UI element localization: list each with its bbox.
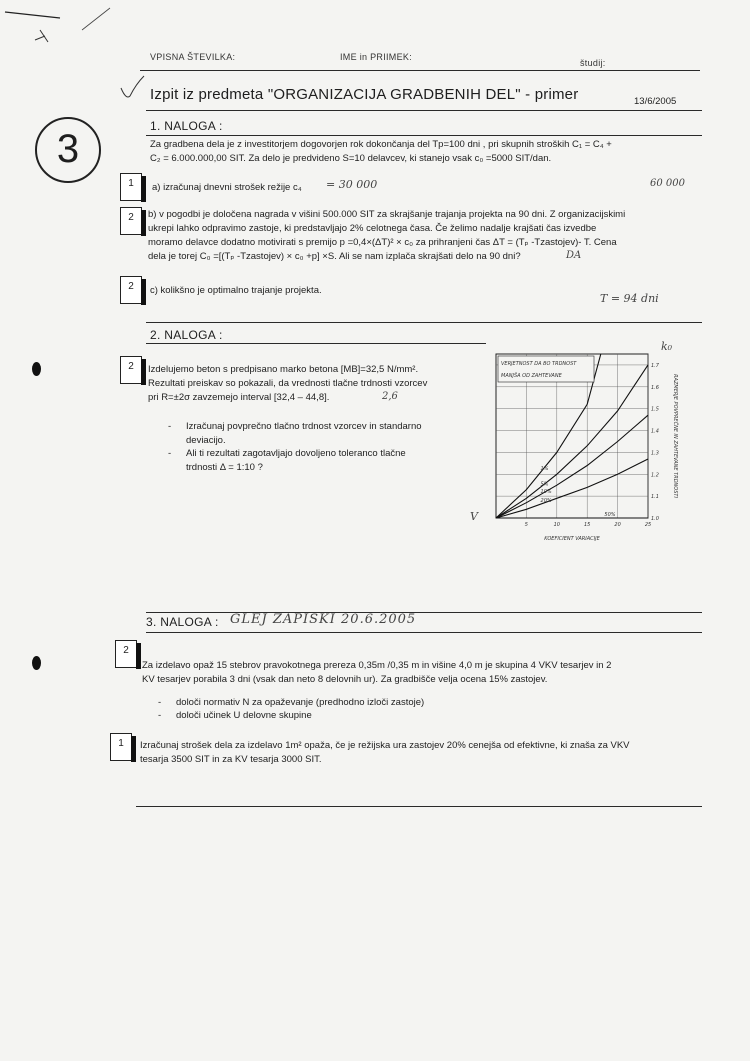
chart-series-label: 10% bbox=[540, 489, 552, 496]
chart-x-tick-label: 15 bbox=[584, 522, 591, 528]
title-rule bbox=[146, 110, 702, 111]
task1-b-handwritten: DA bbox=[566, 250, 582, 261]
chart-y-tick-label: 1.3 bbox=[651, 450, 659, 457]
task3-p1-bullet1: določi normativ N za opaževanje (predhodno izloči zastoje) bbox=[176, 697, 425, 708]
task2-bullet2-mark: - bbox=[168, 448, 172, 459]
task2-bullet1-line2: deviacijo. bbox=[186, 435, 226, 446]
task1-b-line2: ukrepi lahko odpravimo zastoje, ki predstavljajo 2% celotnega časa. Če želimo nadalje krajšati čas izvedbe bbox=[148, 223, 597, 234]
task3-title: 3. NALOGA : bbox=[146, 615, 219, 629]
task2-line3-handwritten: 2,6 bbox=[382, 391, 398, 402]
chart-series-label: 1% bbox=[540, 466, 549, 473]
chart-y-tick-label: 1.2 bbox=[651, 472, 659, 479]
task1-a-points: 1 bbox=[120, 173, 142, 201]
chart-x-tick-label: 25 bbox=[644, 522, 652, 528]
corner-scribble-svg bbox=[0, 0, 120, 60]
strength-chart bbox=[478, 340, 694, 550]
task1-intro-line2: C₂ = 6.000.000,00 SIT. Za delo je predvideno S=10 delavcev, ki stanejo vsak c₀ =5000 SIT/dan. bbox=[150, 153, 552, 164]
chart-y-tick-label: 1.0 bbox=[651, 516, 659, 522]
task2-line1: Izdelujemo beton s predpisano marko betona [MB]=32,5 N/mm². bbox=[148, 364, 419, 375]
task1-c-points: 2 bbox=[120, 276, 142, 304]
task2-bullet1-mark: - bbox=[168, 421, 172, 432]
corner-scribble bbox=[0, 0, 120, 60]
chart-y-tick-label: 1.1 bbox=[651, 494, 659, 501]
task2-line3: pri R=±2σ zavzemejo interval [32,4 – 44,8]. bbox=[148, 392, 330, 403]
task3-p1-points: 2 bbox=[115, 640, 137, 668]
chart-v-label: V bbox=[470, 510, 478, 523]
task2-bullet2-line2: trdnosti Δ = 1:10 ? bbox=[186, 462, 263, 473]
chart-series-label: 20% bbox=[540, 498, 552, 505]
task3-p2-line1: Izračunaj strošek dela za izdelavo 1m² opaža, če je režijska ura zastojev 20% cenejša od efektivne, ki znaša za VKV bbox=[140, 740, 630, 751]
chart-y-tick-label: 1.4 bbox=[651, 428, 659, 435]
chart-y-tick-label: 1.6 bbox=[651, 384, 659, 391]
chart-x-axis-title: KOEFICIENT VARIACIJE bbox=[544, 536, 600, 542]
task3-p1-line1: Za izdelavo opaž 15 stebrov pravokotnega prereza 0,35m /0,35 m in višine 4,0 m je skupina 4 VKV tesarjev in 2 bbox=[142, 660, 612, 671]
chart-series-label: 50% bbox=[604, 512, 616, 518]
task3-p2-points: 1 bbox=[110, 733, 132, 761]
exam-number-circle bbox=[35, 117, 101, 183]
task1-c-handwritten: T = 94 dni bbox=[600, 292, 659, 305]
chart-y-axis-title: RAZMERJE POVPREČNE IN ZAHTEVANE TRDNOSTI bbox=[672, 374, 678, 498]
margin-hole-2 bbox=[32, 656, 41, 670]
task1-b-points: 2 bbox=[120, 207, 142, 235]
task1-title-rule bbox=[146, 135, 702, 136]
student-id-label: VPISNA ŠTEVILKA: bbox=[150, 52, 236, 62]
task2-top-rule bbox=[146, 322, 702, 323]
study-label: študij: bbox=[580, 58, 606, 68]
task2-bullet1-line1: Izračunaj povprečno tlačno trdnost vzorcev in standarno bbox=[186, 421, 422, 432]
exam-title: Izpit iz predmeta "ORGANIZACIJA GRADBENIH DEL" - primer bbox=[150, 86, 579, 103]
bottom-rule bbox=[136, 806, 702, 807]
task1-a-handwritten: = 30 000 bbox=[326, 178, 378, 191]
chart-x-tick-label: 20 bbox=[614, 522, 621, 528]
task1-a-handwritten-right: 60 000 bbox=[650, 178, 685, 189]
chart-k-label: k₀ bbox=[661, 340, 673, 353]
task1-c-text: c) kolikšno je optimalno trajanje projekta. bbox=[150, 285, 322, 296]
task2-title: 2. NALOGA : bbox=[150, 328, 223, 342]
header-rule-top bbox=[140, 70, 700, 71]
margin-hole-1 bbox=[32, 362, 41, 376]
chart-x-tick-label: 10 bbox=[553, 522, 560, 528]
chart-series-label: 5% bbox=[540, 481, 549, 488]
task1-intro-line1: Za gradbena dela je z investitorjem dogovorjen rok dokončanja del Tp=100 dni , pri skupnih stroških C₁ = C₄ + bbox=[150, 139, 612, 150]
task1-b-line4: dela je torej C₀ =[(Tₚ -Tzastojev) × c₀ +p] ×S. Ali se nam izplača skrajšati delo na 90 dni? bbox=[148, 251, 521, 262]
task3-p1-bullet2-mark: - bbox=[158, 710, 162, 721]
exam-number: 3 bbox=[56, 127, 80, 171]
chart-note-line1: VERJETNOST DA BO TRDNOST bbox=[501, 361, 577, 367]
name-label: IME in PRIIMEK: bbox=[340, 52, 413, 62]
task1-b-line3: moramo delavce dodatno motivirati s premijo p =0,4×(ΔT)² × c₀ za prihranjeni čas ΔT = (Tₚ -Tzastojev)- T. Cena bbox=[148, 237, 617, 248]
task3-title-rule bbox=[146, 632, 702, 633]
chart-x-tick-label: 5 bbox=[524, 522, 528, 528]
task3-handwritten-note: GLEJ ZAPISKI 20.6.2005 bbox=[230, 612, 417, 627]
chart-y-tick-label: 1.5 bbox=[651, 406, 659, 413]
exam-date: 13/6/2005 bbox=[634, 96, 677, 107]
task1-title: 1. NALOGA : bbox=[150, 119, 223, 133]
chart-series-line bbox=[496, 365, 648, 518]
task2-title-rule bbox=[146, 343, 486, 344]
chart-note-line2: MANJŠA OD ZAHTEVANE bbox=[501, 373, 562, 379]
check-mark bbox=[118, 74, 148, 109]
task2-points: 2 bbox=[120, 356, 142, 384]
chart-y-tick-label: 1.7 bbox=[651, 362, 659, 369]
task3-p1-line2: KV tesarjev porabila 3 dni (vsak dan neto 8 delovnih ur). Za gradbišče velja ocena 15% zastojev. bbox=[142, 674, 548, 685]
task1-b-line1: b) v pogodbi je določena nagrada v višini 500.000 SIT za skrajšanje trajanja projekta na 90 dni. Z organizacijskimi bbox=[148, 209, 626, 220]
task2-bullet2-line1: Ali ti rezultati zagotavljajo dovoljeno toleranco tlačne bbox=[186, 448, 406, 459]
chart-series-line bbox=[496, 459, 648, 518]
task1-a-text: a) izračunaj dnevni strošek režije c₄ bbox=[152, 182, 302, 193]
task3-p1-bullet1-mark: - bbox=[158, 697, 162, 708]
task3-p1-bullet2: določi učinek U delovne skupine bbox=[176, 710, 312, 721]
task2-line2: Rezultati preiskav so pokazali, da vrednosti tlačne trdnosti vzorcev bbox=[148, 378, 428, 389]
task3-p2-line2: tesarja 3500 SIT in za KV tesarja 3000 SIT. bbox=[140, 754, 322, 765]
